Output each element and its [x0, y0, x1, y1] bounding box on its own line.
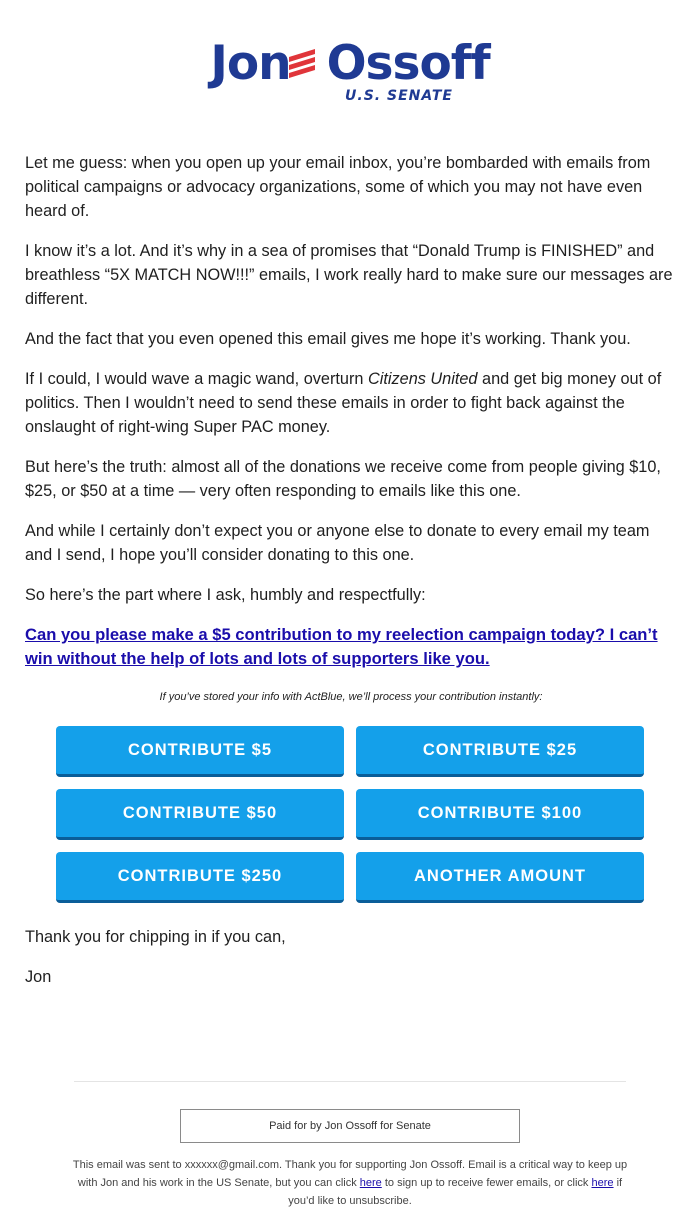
paragraph-3: And the fact that you even opened this email gives me hope it’s working. Thank you.	[25, 330, 631, 348]
paragraph-4-italic: Citizens United	[367, 370, 478, 388]
logo-wordmark	[0, 36, 700, 92]
paragraph-1: Let me guess: when you open up your email inbox, you’re bombarded with emails from political campaigns or advocacy organizations, some of which you may not have even heard of.	[25, 154, 651, 220]
unsubscribe-link[interactable]: here	[591, 1177, 614, 1189]
flag-stripes-icon	[285, 39, 333, 89]
contribution-buttons	[56, 726, 677, 903]
logo-first-name: Jon	[210, 36, 291, 91]
contribute-25-button[interactable]: CONTRIBUTE $25	[356, 726, 644, 777]
paragraph-4	[25, 367, 677, 439]
paid-for-disclaimer: Paid for by Jon Ossoff for Senate	[180, 1109, 520, 1143]
paragraph-4-end: and get big money out of politics. Then I wouldn’t need to send these emails in order to fight back against the onslaught of right-wing Super PAC money.	[25, 370, 662, 436]
paragraph-6: And while I certainly don’t expect you or anyone else to donate to every email my team and I send, I hope you’ll consider donating to this one.	[25, 522, 650, 564]
contribution-cta-link[interactable]: Can you please make a $5 contribution to my reelection campaign today? I can’t win without the help of lots and lots of supporters like you.	[25, 625, 658, 668]
fewer-emails-link[interactable]: here	[359, 1177, 382, 1189]
contribute-50-button[interactable]: CONTRIBUTE $50	[56, 789, 344, 840]
logo-last-name: Ossoff	[326, 36, 490, 91]
footer-divider	[74, 1081, 626, 1082]
paragraph-2: I know it’s a lot. And it’s why in a sea of promises that “Donald Trump is FINISHED” and breathless “5X MATCH NOW!!!” emails, I work really hard to make sure our messages are different.	[25, 242, 673, 308]
paragraph-4-start: If I could, I would wave a magic wand, overturn	[25, 370, 368, 388]
contribute-250-button[interactable]: CONTRIBUTE $250	[56, 852, 344, 903]
fine-print-part-1: This email was sent to xxxxxx@gmail.com. Thank you for supporting Jon Ossoff. Email is a critical way to keep up with Jon and his work in the US Senate, but you can click	[72, 1159, 628, 1189]
paragraph-5: But here’s the truth: almost all of the donations we receive come from people giving $10, $25, or $50 at a time — very often responding to emails like this one.	[25, 458, 661, 500]
closing-line: Thank you for chipping in if you can,	[25, 928, 286, 946]
contribute-5-button[interactable]: CONTRIBUTE $5	[56, 726, 344, 777]
contribute-100-button[interactable]: CONTRIBUTE $100	[356, 789, 644, 840]
another-amount-button[interactable]: ANOTHER AMOUNT	[356, 852, 644, 903]
fine-print-part-3: if you’d like to unsubscribe.	[288, 1177, 623, 1207]
signature: Jon	[25, 968, 52, 986]
logo-subtitle: U.S. SENATE	[345, 88, 453, 104]
campaign-logo	[0, 36, 700, 104]
actblue-note: If you’ve stored your info with ActBlue, we’ll process your contribution instantly:	[159, 691, 543, 703]
email-body	[25, 151, 677, 1005]
fine-print-part-2: to sign up to receive fewer emails, or click	[381, 1177, 592, 1189]
paragraph-7: So here’s the part where I ask, humbly and respectfully:	[25, 586, 426, 604]
footer-fine-print	[70, 1156, 630, 1210]
